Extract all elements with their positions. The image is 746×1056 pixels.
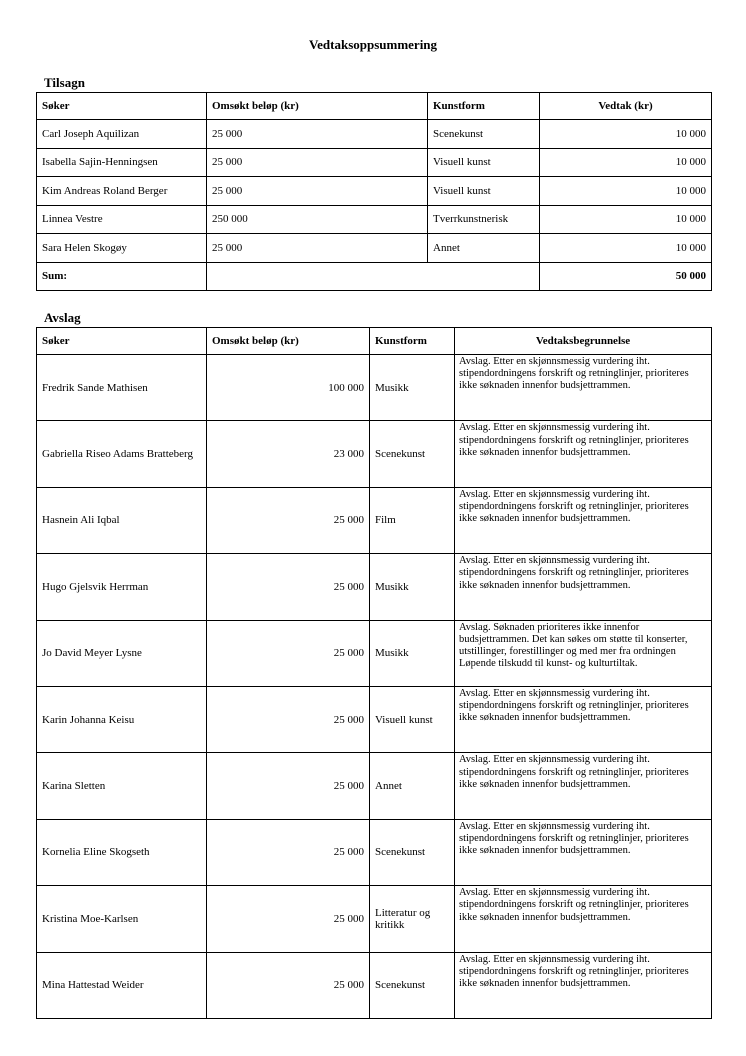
cell-vedtak: 10 000 — [540, 177, 712, 206]
table-row — [37, 234, 712, 263]
avslag-table — [36, 327, 712, 1019]
cell-kunstform: Musikk — [370, 355, 455, 421]
tilsagn-table — [36, 92, 712, 291]
cell-begrunnelse: Avslag. Etter en skjønnsmessig vurdering iht. stipendordningens forskrift og retninglinjer, prioriteres ikke søknaden innenfor budsjettrammen. — [455, 886, 712, 952]
column-header-vedtak: Vedtak (kr) — [540, 93, 712, 120]
cell-begrunnelse: Avslag. Etter en skjønnsmessig vurdering iht. stipendordningens forskrift og retninglinjer, prioriteres ikke søknaden innenfor budsjettrammen. — [455, 355, 712, 421]
cell-kunstform: Visuell kunst — [428, 177, 540, 206]
cell-kunstform: Litteratur og kritikk — [370, 886, 455, 952]
cell-soker: Karin Johanna Keisu — [37, 686, 207, 752]
avslag-heading: Avslag — [44, 310, 81, 325]
table-row — [37, 421, 712, 487]
table-row — [37, 753, 712, 819]
cell-kunstform: Visuell kunst — [428, 148, 540, 177]
page-title: Vedtaksoppsummering — [308, 37, 438, 52]
cell-kunstform: Annet — [428, 234, 540, 263]
cell-belop: 25 000 — [207, 148, 428, 177]
table-row — [37, 487, 712, 553]
cell-soker: Sara Helen Skogøy — [37, 234, 207, 263]
cell-kunstform: Scenekunst — [370, 819, 455, 885]
cell-soker: Mina Hattestad Weider — [37, 952, 207, 1018]
table-row — [37, 120, 712, 149]
cell-vedtak: 10 000 — [540, 120, 712, 149]
table-row — [37, 554, 712, 620]
cell-soker: Fredrik Sande Mathisen — [37, 355, 207, 421]
sum-row — [37, 262, 712, 291]
cell-belop: 23 000 — [207, 421, 370, 487]
cell-begrunnelse: Avslag. Etter en skjønnsmessig vurdering iht. stipendordningens forskrift og retninglinjer, prioriteres ikke søknaden innenfor budsjettrammen. — [455, 686, 712, 752]
cell-soker: Kim Andreas Roland Berger — [37, 177, 207, 206]
cell-begrunnelse: Avslag. Etter en skjønnsmessig vurdering iht. stipendordningens forskrift og retninglinjer, prioriteres ikke søknaden innenfor budsjettrammen. — [455, 753, 712, 819]
cell-soker: Isabella Sajin-Henningsen — [37, 148, 207, 177]
column-header-soker: Søker — [37, 93, 207, 120]
cell-begrunnelse: Avslag. Etter en skjønnsmessig vurdering iht. stipendordningens forskrift og retninglinjer, prioriteres ikke søknaden innenfor budsjettrammen. — [455, 554, 712, 620]
cell-begrunnelse: Avslag. Etter en skjønnsmessig vurdering iht. stipendordningens forskrift og retninglinjer, prioriteres ikke søknaden innenfor budsjettrammen. — [455, 819, 712, 885]
cell-kunstform: Film — [370, 487, 455, 553]
cell-soker: Jo David Meyer Lysne — [37, 620, 207, 686]
cell-belop: 250 000 — [207, 205, 428, 234]
cell-kunstform: Musikk — [370, 554, 455, 620]
table-row — [37, 886, 712, 952]
cell-begrunnelse: Avslag. Søknaden prioriteres ikke innenfor budsjettrammen. Det kan søkes om støtte til konserter, utstillinger, forestillinger og med mer fra ordningen Løpende tilskudd til kunst- og kulturtiltak. — [455, 620, 712, 686]
cell-begrunnelse: Avslag. Etter en skjønnsmessig vurdering iht. stipendordningens forskrift og retninglinjer, prioriteres ikke søknaden innenfor budsjettrammen. — [455, 487, 712, 553]
column-header-soker: Søker — [37, 328, 207, 355]
cell-belop: 25 000 — [207, 487, 370, 553]
sum-value: 50 000 — [540, 262, 712, 291]
tilsagn-heading: Tilsagn — [44, 75, 85, 90]
cell-kunstform: Visuell kunst — [370, 686, 455, 752]
cell-belop: 25 000 — [207, 177, 428, 206]
cell-belop: 25 000 — [207, 952, 370, 1018]
table-row — [37, 952, 712, 1018]
cell-kunstform: Scenekunst — [370, 952, 455, 1018]
column-header-kunstform: Kunstform — [428, 93, 540, 120]
table-row — [37, 148, 712, 177]
cell-soker: Carl Joseph Aquilizan — [37, 120, 207, 149]
cell-kunstform: Tverrkunstnerisk — [428, 205, 540, 234]
cell-belop: 25 000 — [207, 686, 370, 752]
cell-kunstform: Annet — [370, 753, 455, 819]
cell-vedtak: 10 000 — [540, 234, 712, 263]
cell-soker: Hugo Gjelsvik Herrman — [37, 554, 207, 620]
cell-soker: Karina Sletten — [37, 753, 207, 819]
avslag-header-row — [37, 328, 712, 355]
cell-belop: 25 000 — [207, 886, 370, 952]
cell-belop: 25 000 — [207, 753, 370, 819]
cell-soker: Kornelia Eline Skogseth — [37, 819, 207, 885]
cell-soker: Kristina Moe-Karlsen — [37, 886, 207, 952]
cell-belop: 25 000 — [207, 120, 428, 149]
cell-soker: Linnea Vestre — [37, 205, 207, 234]
cell-kunstform: Scenekunst — [370, 421, 455, 487]
table-row — [37, 819, 712, 885]
column-header-belop: Omsøkt beløp (kr) — [207, 93, 428, 120]
table-row — [37, 177, 712, 206]
cell-belop: 25 000 — [207, 554, 370, 620]
column-header-begrunnelse: Vedtaksbegrunnelse — [455, 328, 712, 355]
table-row — [37, 686, 712, 752]
cell-kunstform: Musikk — [370, 620, 455, 686]
sum-empty-cell — [207, 262, 540, 291]
cell-kunstform: Scenekunst — [428, 120, 540, 149]
cell-begrunnelse: Avslag. Etter en skjønnsmessig vurdering iht. stipendordningens forskrift og retninglinjer, prioriteres ikke søknaden innenfor budsjettrammen. — [455, 421, 712, 487]
cell-belop: 25 000 — [207, 234, 428, 263]
cell-vedtak: 10 000 — [540, 148, 712, 177]
table-row — [37, 205, 712, 234]
cell-vedtak: 10 000 — [540, 205, 712, 234]
cell-belop: 25 000 — [207, 620, 370, 686]
cell-soker: Gabriella Riseo Adams Bratteberg — [37, 421, 207, 487]
cell-belop: 100 000 — [207, 355, 370, 421]
table-row — [37, 355, 712, 421]
cell-begrunnelse: Avslag. Etter en skjønnsmessig vurdering iht. stipendordningens forskrift og retninglinjer, prioriteres ikke søknaden innenfor budsjettrammen. — [455, 952, 712, 1018]
column-header-kunstform: Kunstform — [370, 328, 455, 355]
cell-soker: Hasnein Ali Iqbal — [37, 487, 207, 553]
column-header-belop: Omsøkt beløp (kr) — [207, 328, 370, 355]
cell-belop: 25 000 — [207, 819, 370, 885]
tilsagn-header-row — [37, 93, 712, 120]
table-row — [37, 620, 712, 686]
sum-label: Sum: — [37, 262, 207, 291]
